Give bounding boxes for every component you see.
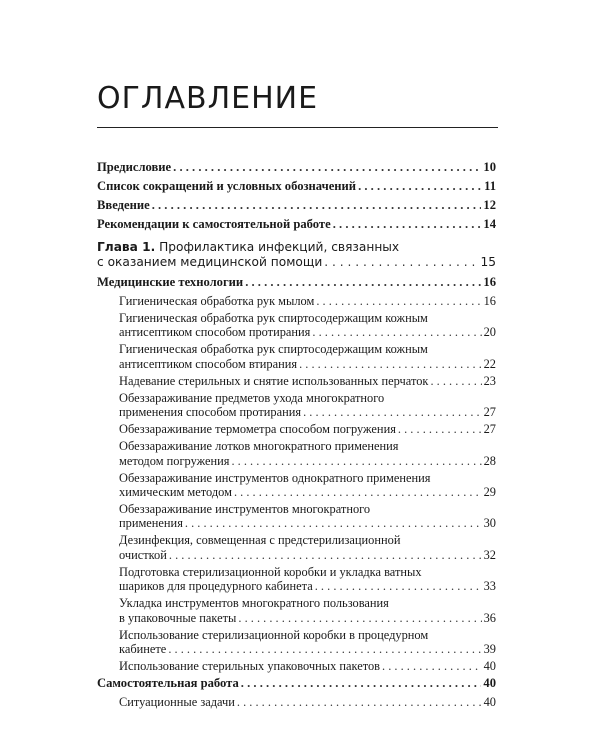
page-number: 20 [483, 325, 496, 340]
dot-leader [299, 357, 482, 371]
toc-entry[interactable] [97, 198, 496, 213]
toc-entry-title: Укладка инструментов многократного пользования [119, 596, 389, 611]
dot-leader [315, 579, 482, 593]
toc-entry[interactable] [97, 179, 496, 194]
toc-entry-title: Предисловие [97, 160, 172, 174]
toc-entry-title: антисептиком способом протирания [119, 325, 311, 340]
dot-leader [333, 217, 482, 232]
toc-entry-title: Рекомендации к самостоятельной работе [97, 217, 331, 231]
toc-entry-title: шариков для процедурного кабинета [119, 579, 313, 594]
toc-entry-title: Гигиеническая обработка рук спиртосодержащим кожным [119, 311, 428, 325]
toc-subentry[interactable] [97, 471, 496, 500]
toc-entry-title: Обеззараживание инструментов многократного [119, 502, 371, 517]
page-number: 40 [483, 676, 496, 691]
page-number: 27 [483, 405, 496, 420]
toc-entry-title: с оказанием медицинской помощи [97, 255, 323, 269]
toc-entry[interactable] [97, 275, 496, 290]
toc-subentry[interactable] [97, 342, 496, 371]
page-number: 11 [484, 179, 496, 193]
dot-leader [382, 659, 482, 673]
toc-entry-title [97, 240, 399, 255]
toc-entry-title: Использование стерилизационной коробки в процедурном [119, 627, 429, 642]
dot-leader [398, 422, 482, 436]
toc-entry-title: Введение [97, 198, 150, 212]
toc-entry-title: Подготовка стерилизационной коробки и укладка ватных [119, 564, 422, 579]
toc-subentry[interactable] [97, 502, 496, 531]
page-number: 39 [483, 642, 496, 657]
dot-leader [358, 179, 482, 194]
page-number: 40 [483, 659, 496, 674]
page-number: 27 [483, 422, 496, 437]
page-number: 22 [483, 356, 496, 371]
toc-subentry[interactable] [97, 294, 496, 308]
toc-subentry[interactable] [97, 596, 496, 625]
toc-subentry[interactable] [97, 439, 496, 468]
page-number: 30 [483, 516, 496, 531]
page-number: 12 [483, 198, 496, 212]
toc-entry-title: Дезинфекция, совмещенная с предстерилизационной [119, 533, 401, 548]
dot-leader [168, 642, 481, 656]
toc-entry-title: Самостоятельная работа [97, 676, 239, 691]
toc-entry-title: Гигиеническая обработка рук спиртосодержащим кожным [119, 342, 428, 357]
dot-leader [169, 548, 482, 562]
toc-entry-title: химическим методом [119, 485, 232, 500]
dot-leader [237, 695, 482, 709]
toc-subentry[interactable] [97, 628, 496, 657]
toc-entry-title: Обеззараживание предметов ухода многократного [119, 390, 385, 405]
toc-entry-title: применения способом протирания [119, 405, 302, 420]
dot-leader [238, 611, 481, 625]
toc-subentry[interactable] [97, 311, 496, 340]
dot-leader [185, 516, 482, 530]
chapter-title-line: Профилактика инфекций, связанных [159, 240, 400, 254]
toc-entry-title: применения [119, 516, 183, 531]
dot-leader [231, 454, 481, 468]
toc-entry-title: Обеззараживание лотков многократного применения [119, 439, 399, 454]
page-number: 33 [483, 579, 496, 594]
toc-subentry[interactable] [97, 533, 496, 562]
page-number: 28 [483, 453, 496, 468]
table-of-contents [97, 160, 496, 712]
page-number: 29 [483, 485, 496, 500]
page-number: 36 [483, 610, 496, 625]
toc-subentry[interactable] [97, 422, 496, 436]
page-number: 14 [483, 217, 496, 231]
toc-subentry[interactable] [97, 565, 496, 594]
toc-entry-title: в упаковочные пакеты [119, 610, 237, 625]
page-number: 16 [483, 275, 496, 289]
toc-entry-title: Обеззараживание термометра способом погружения [119, 422, 396, 437]
toc-entry[interactable] [97, 217, 496, 232]
dot-leader [312, 325, 481, 339]
dot-leader [234, 485, 482, 499]
heading-rule [97, 127, 498, 128]
toc-entry-title: кабинете [119, 642, 167, 657]
chapter-number: Глава 1. [97, 240, 156, 254]
toc-entry-title: Ситуационные задачи [119, 695, 235, 710]
toc-subentry[interactable] [97, 391, 496, 420]
dot-leader [241, 676, 482, 691]
page-number: 32 [483, 547, 496, 562]
toc-entry-title: Гигиеническая обработка рук мылом [119, 294, 315, 308]
dot-leader [245, 275, 481, 290]
page-number: 10 [483, 160, 496, 174]
toc-heading: ОГЛАВЛЕНИЕ [97, 81, 319, 116]
toc-entry-title: методом погружения [119, 453, 230, 468]
page-number: 23 [483, 373, 496, 388]
dot-leader [152, 198, 482, 213]
dot-leader [316, 294, 481, 308]
toc-entry-title: Медицинские технологии [97, 275, 244, 289]
toc-subentry[interactable] [97, 695, 496, 709]
toc-subentry[interactable] [97, 374, 496, 388]
dot-leader [303, 405, 482, 419]
toc-chapter-entry[interactable] [97, 240, 496, 270]
dot-leader [173, 160, 481, 175]
toc-entry[interactable] [97, 160, 496, 175]
toc-entry-title: Список сокращений и условных обозначений [97, 179, 357, 193]
toc-entry-title: Использование стерильных упаковочных пакетов [119, 659, 381, 674]
toc-entry[interactable] [97, 676, 496, 691]
page-number: 16 [483, 294, 496, 308]
toc-entry-title: Надевание стерильных и снятие использованных перчаток [119, 373, 429, 388]
page-number: 40 [483, 695, 496, 710]
toc-subentry[interactable] [97, 659, 496, 673]
dot-leader [430, 374, 481, 388]
toc-entry-title: очисткой [119, 547, 167, 562]
toc-entry-title: Обеззараживание инструментов однократного применения [119, 470, 431, 485]
dot-leader [324, 255, 478, 270]
toc-entry-title: антисептиком способом втирания [119, 356, 298, 371]
page-number: 15 [480, 255, 496, 269]
